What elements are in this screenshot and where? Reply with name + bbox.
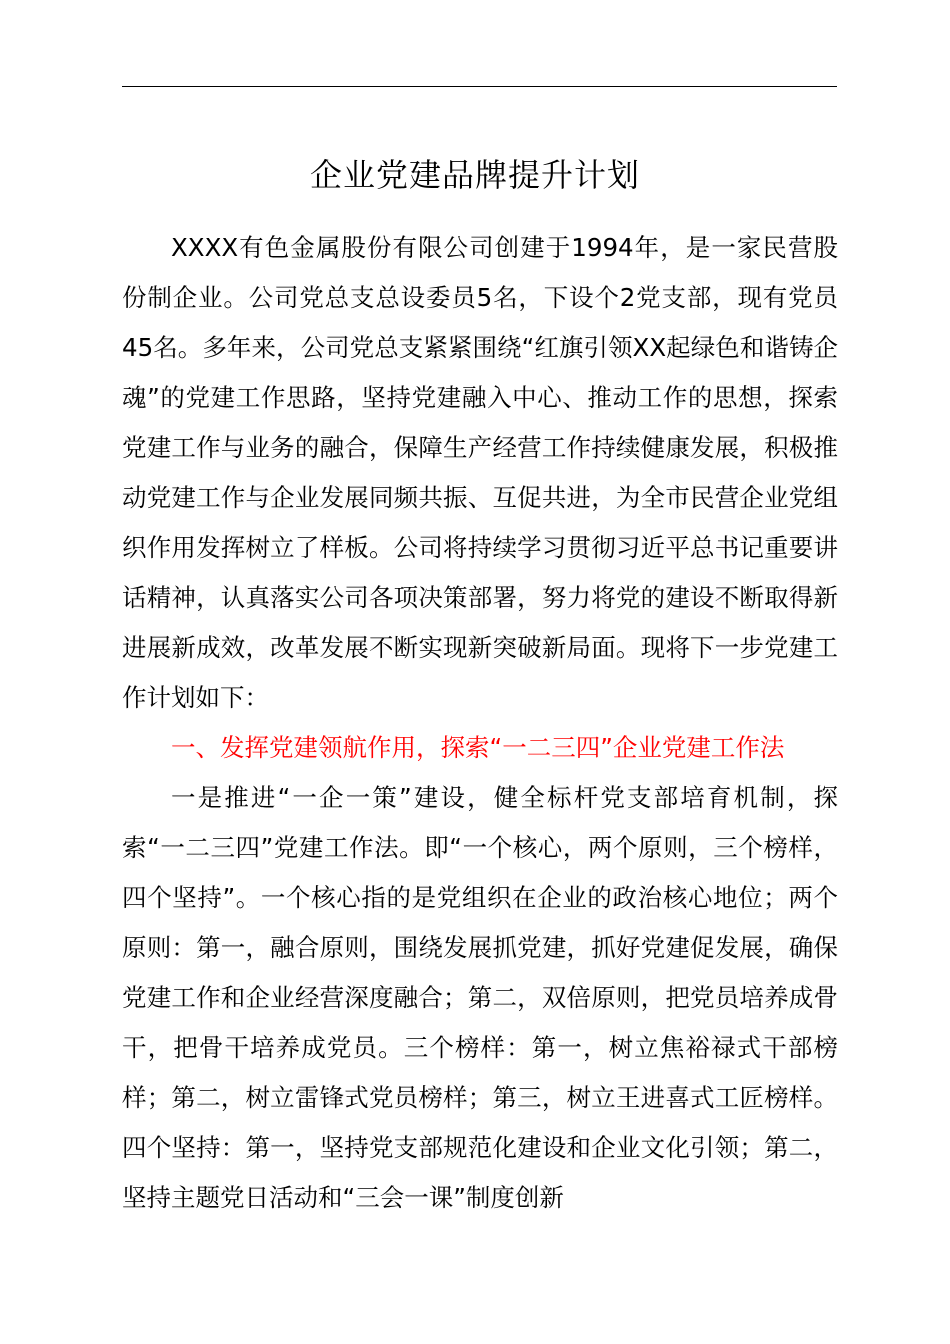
section-paragraph: 一是推进“一企一策”建设，健全标杆党支部培育机制，探索“一二三四”党建工作法。即“一个核心，两个原则，三个榜样，四个坚持”。一个核心指的是党组织在企业的政治核心地位；两个原则：第一，融合原则，围绕发展抓党建，抓好党建促发展，确保党建工作和企业经营深度融合；第二，双倍原则，把党员培养成骨干，把骨干培养成党员。三个榜样：第一，树立焦裕禄式干部榜样；第二，树立雷锋式党员榜样；第三，树立王进喜式工匠榜样。四个坚持：第一，坚持党支部规范化建设和企业文化引领；第二，坚持主题党日活动和“三会一课”制度创新 [122, 783, 838, 1212]
document-body [122, 223, 838, 1223]
intro-paragraph: XXXX有色金属股份有限公司创建于1994年，是一家民营股份制企业。公司党总支总设委员5名，下设个2党支部，现有党员45名。多年来，公司党总支紧紧围绕“红旗引领XX起绿色和谐铸企魂”的党建工作思路，坚持党建融入中心、推动工作的思想，探索党建工作与业务的融合，保障生产经营工作持续健康发展，积极推动党建工作与企业发展同频共振、互促共进，为全市民营企业党组织作用发挥树立了样板。公司将持续学习贯彻习近平总书记重要讲话精神，认真落实公司各项决策部署，努力将党的建设不断取得新进展新成效，改革发展不断实现新突破新局面。现将下一步党建工作计划如下： [122, 233, 838, 712]
section-heading: 一、发挥党建领航作用，探索“一二三四”企业党建工作法 [171, 733, 785, 762]
header-rule [122, 86, 837, 87]
document-title: 企业党建品牌提升计划 [309, 156, 640, 194]
